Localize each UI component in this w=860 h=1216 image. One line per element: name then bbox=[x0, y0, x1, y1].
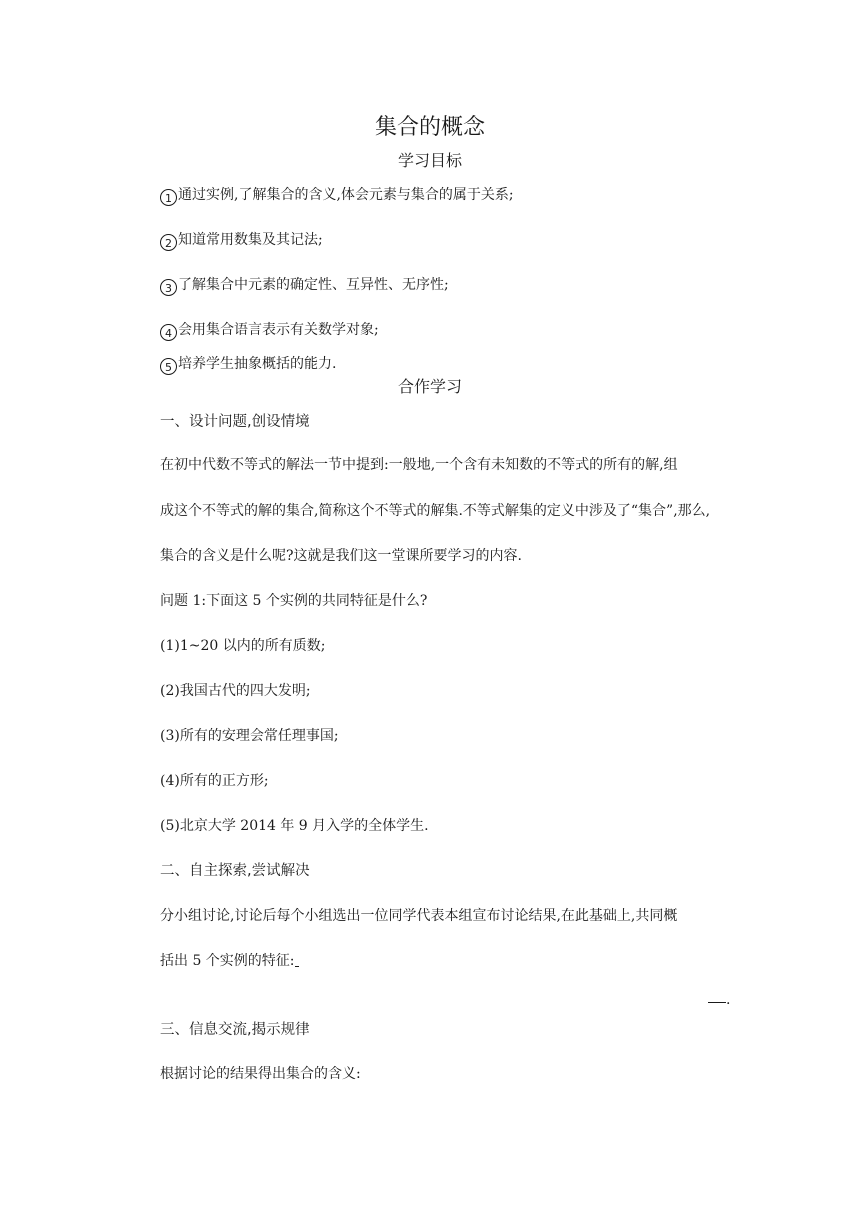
paragraph-line: 根据讨论的结果得出集合的含义: bbox=[160, 1066, 361, 1082]
answer-blank-line[interactable] bbox=[708, 990, 726, 1003]
circled-number: 4 bbox=[160, 324, 177, 341]
example-item: (3)所有的安理会常任理事国; bbox=[160, 728, 339, 744]
example-item: (2)我国古代的四大发明; bbox=[160, 683, 311, 699]
example-item: (5)北京大学 2014 年 9 月入学的全体学生. bbox=[160, 818, 429, 834]
paragraph-line: 成这个不等式的解的集合,简称这个不等式的解集.不等式解集的定义中涉及了“集合”,那么, bbox=[160, 503, 711, 519]
part1-heading: 一、设计问题,创设情境 bbox=[160, 414, 310, 430]
objective-item bbox=[160, 320, 379, 341]
objective-text: 了解集合中元素的确定性、互异性、无序性; bbox=[178, 277, 449, 293]
page-title: 集合的概念 bbox=[374, 115, 485, 140]
paragraph-line: 在初中代数不等式的解法一节中提到:一般地,一个含有未知数的不等式的所有的解,组 bbox=[160, 457, 678, 473]
line-end-period: . bbox=[726, 992, 731, 1008]
circled-number: 3 bbox=[160, 279, 177, 296]
question-1: 问题 1:下面这 5 个实例的共同特征是什么? bbox=[160, 593, 428, 609]
part2-heading: 二、自主探索,尝试解决 bbox=[160, 863, 310, 879]
objective-text: 会用集合语言表示有关数学对象; bbox=[178, 322, 379, 338]
objective-text: 知道常用数集及其记法; bbox=[178, 232, 323, 248]
circled-number: 2 bbox=[160, 234, 177, 251]
section-heading-objectives: 学习目标 bbox=[397, 151, 462, 170]
objective-text: 通过实例,了解集合的含义,体会元素与集合的属于关系; bbox=[178, 187, 514, 203]
paragraph-line bbox=[160, 951, 299, 971]
objective-text: 培养学生抽象概括的能力. bbox=[178, 356, 337, 372]
example-item: (1)1~20 以内的所有质数; bbox=[160, 638, 326, 654]
circled-number: 1 bbox=[160, 189, 177, 206]
example-item: (4)所有的正方形; bbox=[160, 773, 269, 789]
objective-item bbox=[160, 354, 336, 375]
section-heading-cooperative: 合作学习 bbox=[397, 377, 462, 396]
part3-heading: 三、信息交流,揭示规律 bbox=[160, 1022, 310, 1038]
paragraph-line: 分小组讨论,讨论后每个小组选出一位同学代表本组宣布讨论结果,在此基础上,共同概 bbox=[160, 908, 678, 924]
objective-item bbox=[160, 275, 449, 296]
circled-number: 5 bbox=[160, 358, 177, 375]
objective-item bbox=[160, 185, 514, 206]
objective-item bbox=[160, 230, 323, 251]
paragraph-text: 括出 5 个实例的特征: bbox=[160, 953, 295, 969]
answer-blank-start[interactable] bbox=[295, 952, 299, 967]
paragraph-line: 集合的含义是什么呢?这就是我们这一堂课所要学习的内容. bbox=[160, 548, 522, 564]
